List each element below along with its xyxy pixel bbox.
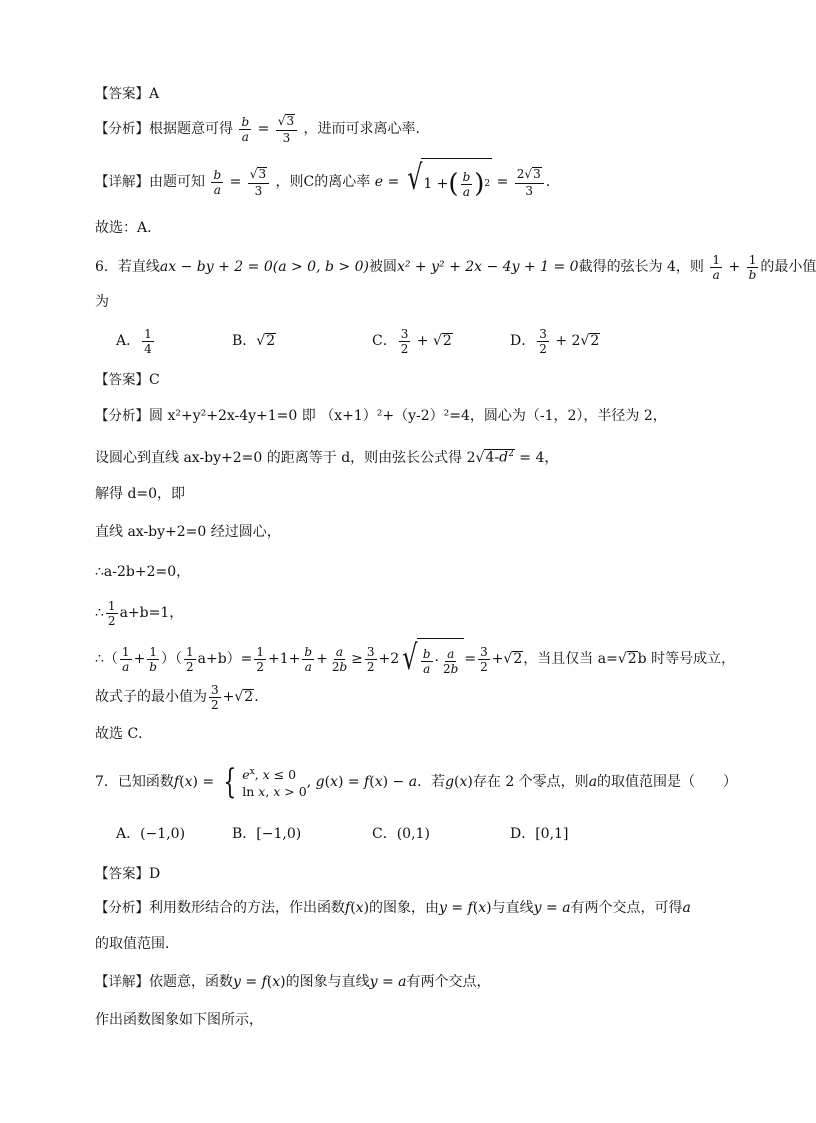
q6-line-eq: ax − by + 2 = 0(a > 0, b > 0) [159,259,369,275]
detail-tag: 【详解】 [95,174,149,190]
q6-analysis-line5: ∴a-2b+2=0， [95,564,191,580]
q6-analysis-line1: 【分析】圆 x²+y²+2x-4y+1=0 即 （x+1）²+（y-2）²=4，圆心为（-1，2），半径为 2， [95,408,667,424]
q7-option-b: B．[−1,0) [232,826,302,842]
q6-stem-a: 6．若直线 [95,259,160,275]
q6-circle-eq: x² + y² + 2x − 4y + 1 = 0 [396,259,579,275]
q5-detail-mid: ，则C的离心率 [275,174,371,190]
analysis-tag: 【分析】 [95,121,149,137]
q7-detail-line1: 【详解】依题意，函数y = f(x)的图象与直线y = a有两个交点， [95,974,491,990]
q7-analysis-line2: 的取值范围． [95,936,179,952]
q6-stem-b: 被圆 [368,259,397,275]
q6-answer-line: 【答案】C [95,372,160,388]
q5-analysis-text: 根据题意可得 [149,121,233,137]
q6-answer-value: C [149,372,160,388]
q5-answer-line [95,84,159,104]
q7-option-d: D．[0,1] [510,826,569,842]
q7-analysis-line1: 【分析】利用数形结合的方法，作出函数f(x)的图象，由y = f(x)与直线y = a有两个交点，可得a [95,900,691,916]
q6-stem-c: 截得的弦长为 4，则 [578,259,704,275]
q6-option-d: D． $\frac{3}{2}$ + 2√2 [510,326,600,356]
q7-stem-line: 7．已知函数f(x) = { $e^x$, x ≤ 0 ln x, x > 0 , g(x) = f(x) − a．若g(x)存在 2 个零点，则a的取值范围是（ ） [95,762,738,802]
q5-analysis-line: 【分析】根据题意可得 $\frac{b}{a}$ = $\frac{√3}{3}$ ，进而可求离心率. [95,114,420,145]
q6-analysis-line3: 解得 d=0，即 [95,486,186,502]
q6-analysis-line7: ∴（ $\frac{1}{a}$ + $\frac{1}{b}$ ）（ $\frac{1}{2}$ a+b）= $\frac{1}{2}$ +1+ $\frac{b}{a}$ + $\frac{a}{2b}$ ≥ $\frac{3}{2}$ +2 √ $\frac{b}{a}$ · $\frac{a}{2b}$ = $\frac{3}{2}$ +√2，当且仅当 a=√2b 时等号成立， [95,638,736,678]
q6-option-b: B．√2 [232,333,276,349]
q6-analysis-line8: 故式子的最小值为 $\frac{3}{2}$ +√2. [95,682,259,712]
frac-b-over-a: $\frac{b}{a}$ [213,167,222,197]
q6-option-c: C． $\frac{3}{2}$ + √2 [372,326,452,356]
q7-answer-line: 【答案】D [95,866,161,882]
frac-b-over-a: $\frac{b}{a}$ [241,114,250,144]
q5-analysis-tail: ，进而可求离心率. [303,121,420,137]
q5-answer-value: A [149,86,160,102]
q6-option-a: A． $\frac{1}{4}$ [116,326,152,356]
q6-stem-d: 的最小值 [760,259,816,275]
q6-analysis-line6: ∴ $\frac{1}{2}$ a+b=1， [95,598,184,628]
frac-2sqrt3-over-3: $\frac{2√3}{3}$ [515,167,544,196]
q7-option-c: C．(0,1) [372,826,430,842]
q6-analysis-line4: 直线 ax-by+2=0 经过圆心， [95,524,281,540]
frac-1-over-b: $\frac{1}{b}$ [748,252,757,282]
q5-detail-text: 由题可知 [149,174,205,190]
q6-analysis-line2: 设圆心到直线 ax-by+2=0 的距离等于 d，则由弦长公式得 $2√4-d^2 = 4$， [95,449,559,466]
frac-1-over-a: $\frac{1}{a}$ [712,252,721,282]
frac-sqrt3-over-3: $\frac{√3}{3}$ [248,167,269,196]
q7-detail-line2: 作出函数图象如下图所示， [95,1012,263,1028]
q6-stem-e: 为 [95,294,109,310]
q5-detail-line: 【详解】由题可知 $\frac{b}{a}$ = $\frac{√3}{3}$ ，则C的离心率 e = √ 1 + ( $\frac{b}{a}$ ) 2 = $\frac{2√3}{3}$ . [95,158,550,206]
q6-conclusion: 故选 C． [95,726,153,742]
piecewise-function: { $e^x$, x ≤ 0 ln x, x > 0 [222,762,307,802]
q7-answer-value: D [149,866,161,882]
q7-option-a: A．(−1,0) [116,826,186,842]
q6-stem-line: 6．若直线ax − by + 2 = 0(a > 0, b > 0)被圆x² + y² + 2x − 4y + 1 = 0截得的弦长为 4，则 $\frac{1}{a}$ + $\frac{1}{b}$ 的最小值 [95,252,816,282]
eccentricity-radical: √ 1 + ( $\frac{b}{a}$ ) 2 [404,158,493,206]
frac-sqrt3-over-3: $\frac{√3}{3}$ [276,114,297,143]
answer-tag: 【答案】 [95,86,149,102]
q5-conclusion: 故选：A. [95,220,152,236]
